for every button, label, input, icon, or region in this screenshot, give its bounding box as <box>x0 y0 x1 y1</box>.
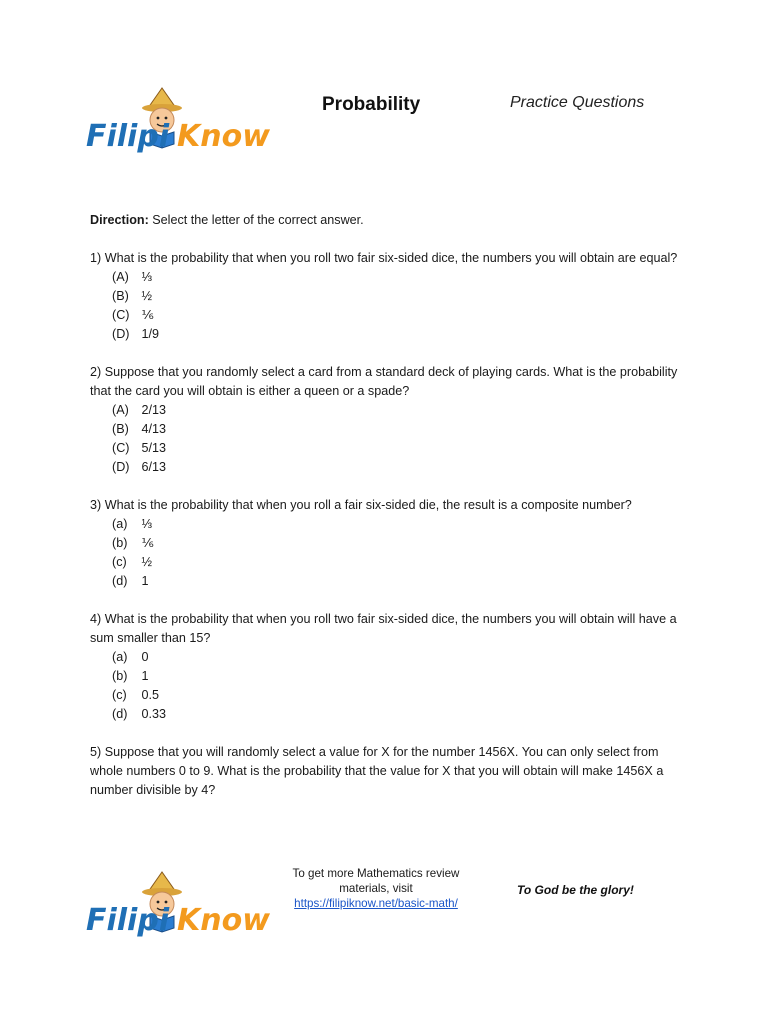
choice-value: 0 <box>141 650 149 664</box>
direction-label: Direction: <box>90 213 149 227</box>
filipiknow-logo <box>82 78 270 170</box>
question-2 <box>90 363 680 477</box>
choice-value: 0.5 <box>141 688 160 702</box>
choice-letter: (c) <box>112 555 127 569</box>
question-1 <box>90 249 680 344</box>
choice <box>112 515 680 534</box>
choice-value: 1 <box>141 669 149 683</box>
choice-letter: (C) <box>112 308 130 322</box>
svg-text:Know: Know <box>177 119 270 154</box>
filipiknow-logo-graphic <box>82 78 270 170</box>
choice-list <box>90 268 680 344</box>
choice-letter: (d) <box>112 707 128 721</box>
choice-value: ½ <box>141 555 153 569</box>
choice-value: 2/13 <box>141 403 167 417</box>
filipiknow-footer-logo <box>82 862 270 954</box>
choice-value: 0.33 <box>141 707 167 721</box>
choice <box>112 534 680 553</box>
choice <box>112 553 680 572</box>
choice <box>112 268 680 287</box>
choice-value: 1 <box>141 574 149 588</box>
choice-letter: (C) <box>112 441 130 455</box>
choice-list <box>90 401 680 477</box>
question-text: 5) Suppose that you will randomly select a value for X for the number 1456X. You can only select from whole numbers 0 to 9. What is the probability that the value for X that you will obtain will make 1456X a number divisible by 4? <box>90 745 664 797</box>
choice-value: 1/9 <box>141 327 160 341</box>
choice-letter: (A) <box>112 270 129 284</box>
question-4 <box>90 610 680 724</box>
choice-value: 4/13 <box>141 422 167 436</box>
choice <box>112 648 680 667</box>
question-text: 3) What is the probability that when you roll a fair six-sided die, the result is a composite number? <box>90 498 632 512</box>
choice <box>112 420 680 439</box>
choice-letter: (b) <box>112 669 128 683</box>
choice-letter: (b) <box>112 536 128 550</box>
choice-value: ⅓ <box>141 270 153 284</box>
question-3 <box>90 496 680 591</box>
choice <box>112 325 680 344</box>
document-title: Probability <box>322 94 421 115</box>
footer-motto: To God be the glory! <box>517 883 634 897</box>
choice-letter: (d) <box>112 574 128 588</box>
choice <box>112 439 680 458</box>
svg-text:Filipi: Filipi <box>86 903 170 938</box>
choice-letter: (D) <box>112 460 130 474</box>
choice-list <box>90 648 680 724</box>
direction-text: Select the letter of the correct answer. <box>148 213 364 227</box>
choice <box>112 287 680 306</box>
choice-value: ⅓ <box>141 517 153 531</box>
choice-letter: (B) <box>112 289 129 303</box>
choice <box>112 705 680 724</box>
footer-info <box>278 866 474 911</box>
direction-line <box>90 211 680 230</box>
choice <box>112 401 680 420</box>
choice-value: ½ <box>141 289 153 303</box>
choice-list <box>90 515 680 591</box>
choice-letter: (D) <box>112 327 130 341</box>
worksheet-body <box>90 211 680 819</box>
svg-text:Filipi: Filipi <box>86 119 170 154</box>
choice-letter: (A) <box>112 403 129 417</box>
choice-value: ⅙ <box>141 308 154 322</box>
choice <box>112 572 680 591</box>
choice-letter: (a) <box>112 650 128 664</box>
choice-letter: (B) <box>112 422 129 436</box>
question-text: 4) What is the probability that when you roll two fair six-sided dice, the numbers you will obtain will have a sum smaller than 15? <box>90 612 677 645</box>
svg-text:Know: Know <box>177 903 270 938</box>
question-text: 2) Suppose that you randomly select a card from a standard deck of playing cards. What is the probability that the card you will obtain is either a queen or a spade? <box>90 365 678 398</box>
choice <box>112 686 680 705</box>
choice-letter: (c) <box>112 688 127 702</box>
footer-info-text: To get more Mathematics review materials, visit <box>292 867 460 895</box>
footer-link[interactable]: https://filipiknow.net/basic-math/ <box>294 897 458 910</box>
choice-letter: (a) <box>112 517 128 531</box>
question-5 <box>90 743 680 800</box>
choice-value: 5/13 <box>141 441 167 455</box>
document-subtitle: Practice Questions <box>510 94 645 111</box>
filipiknow-logo-graphic <box>82 862 270 954</box>
question-text: 1) What is the probability that when you roll two fair six-sided dice, the numbers you will obtain are equal? <box>90 251 678 265</box>
choice <box>112 667 680 686</box>
choice <box>112 306 680 325</box>
choice <box>112 458 680 477</box>
choice-value: 6/13 <box>141 460 167 474</box>
choice-value: ⅙ <box>141 536 154 550</box>
